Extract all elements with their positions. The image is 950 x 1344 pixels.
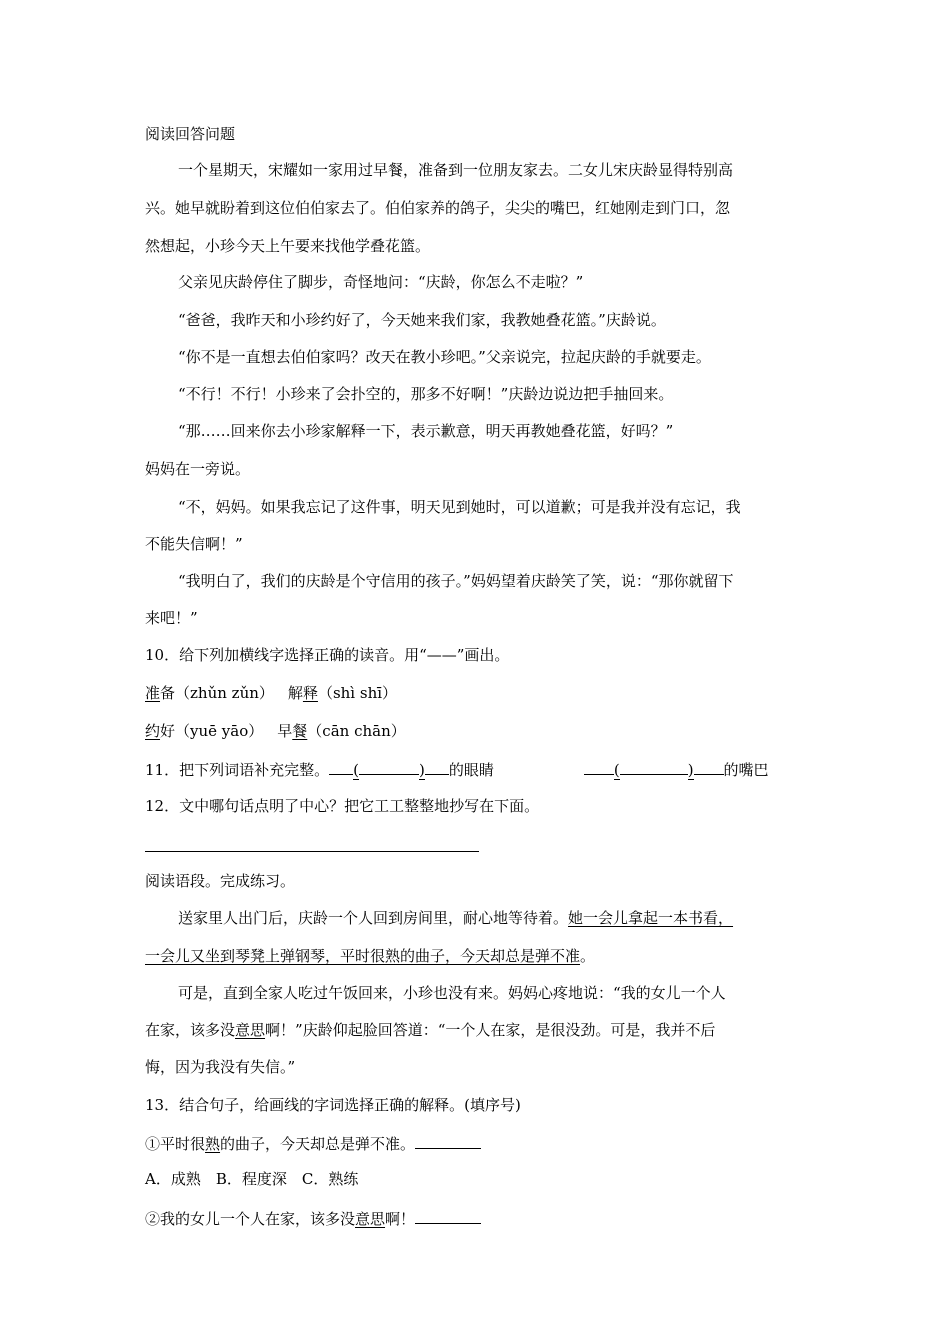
answer-blank[interactable] <box>620 758 688 775</box>
passage-line: 一会儿又坐到琴凳上弹钢琴，平时很熟的曲子，今天却总是弹不准。 <box>145 947 596 965</box>
passage-line: 一个星期天，宋耀如一家用过早餐，准备到一位朋友家去。二女儿宋庆龄显得特别高 <box>178 161 734 179</box>
passage-line: “那……回来你去小珍家解释一下，表示歉意，明天再教她叠花篮，好吗？” <box>178 422 674 440</box>
passage-line: “我明白了，我们的庆龄是个守信用的孩子。”妈妈望着庆龄笑了笑，说：“那你就留下 <box>178 572 734 590</box>
passage-line: 父亲见庆龄停住了脚步，奇怪地问：“庆龄，你怎么不走啦？” <box>178 273 584 291</box>
pinyin-choices: （cān chān） <box>307 722 406 740</box>
section2-heading: 阅读语段。完成练习。 <box>145 872 296 890</box>
underlined-char: 约 <box>145 722 161 740</box>
passage-line: 来吧！” <box>145 609 198 627</box>
question-13-item-2: ②我的女儿一个人在家，该多没意思啊！ <box>145 1207 481 1229</box>
passage-line: 不能失信啊！” <box>145 535 243 553</box>
underlined-sentence: 一会儿又坐到琴凳上弹钢琴，平时很熟的曲子，今天却总是弹不准 <box>145 947 581 965</box>
underlined-word: 意思 <box>235 1021 266 1039</box>
question-10-row-1: 准备（zhǔn zǔn） 解释（shì shī） <box>145 684 398 702</box>
passage-line: “不，妈妈。如果我忘记了这件事，明天见到她时，可以道歉；可是我并没有忘记，我 <box>178 498 741 516</box>
passage-line: 可是，直到全家人吃过午饭回来，小珍也没有来。妈妈心疼地说：“我的女儿一个人 <box>178 984 726 1002</box>
answer-blank[interactable] <box>359 758 419 775</box>
passage-line: 妈妈在一旁说。 <box>145 460 251 478</box>
passage-line: “不行！不行！小珍来了会扑空的，那多不好啊！”庆龄边说边把手抽回来。 <box>178 385 674 403</box>
underlined-char: 准 <box>145 684 161 702</box>
question-10-prompt: 10．给下列加横线字选择正确的读音。用“——”画出。 <box>145 646 510 664</box>
answer-blank[interactable] <box>415 1132 481 1149</box>
underlined-char: 餐 <box>292 722 308 740</box>
passage-line: 在家，该多没意思啊！”庆龄仰起脸回答道：“一个人在家，是很没劲。可是，我并不后 <box>145 1021 716 1039</box>
question-13-item-1: ①平时很熟的曲子，今天却总是弹不准。 <box>145 1132 481 1154</box>
passage-line: 悔，因为我没有失信。” <box>145 1058 296 1076</box>
underlined-char: 释 <box>302 684 318 702</box>
underlined-char: 熟 <box>205 1135 221 1153</box>
pinyin-choices: （yuē yāo） <box>175 722 264 740</box>
question-12-prompt: 12．文中哪句话点明了中心？把它工工整整地抄写在下面。 <box>145 797 540 815</box>
question-11: 11．把下列词语补充完整。 ( ) 的眼睛 ( ) 的嘴巴 <box>145 758 769 780</box>
section1-heading: 阅读回答问题 <box>145 125 236 143</box>
answer-line[interactable] <box>145 851 479 852</box>
question-10-row-2: 约好（yuē yāo） 早餐（cān chān） <box>145 722 406 740</box>
underlined-sentence: 她一会儿拿起一本书看， <box>568 909 734 927</box>
underlined-word: 意思 <box>355 1210 386 1228</box>
passage-line: “爸爸，我昨天和小珍约好了，今天她来我们家，我教她叠花篮。”庆龄说。 <box>178 311 666 329</box>
passage-line: 兴。她早就盼着到这位伯伯家去了。伯伯家养的鸽子，尖尖的嘴巴，红她刚走到门口，忽 <box>145 199 731 217</box>
passage-line: 送家里人出门后，庆龄一个人回到房间里，耐心地等待着。她一会儿拿起一本书看， <box>178 909 734 927</box>
question-13-prompt: 13．结合句子，给画线的字词选择正确的解释。(填序号) <box>145 1096 521 1114</box>
question-11-prompt: 11．把下列词语补充完整。 <box>145 761 330 779</box>
passage-line: “你不是一直想去伯伯家吗？改天在教小珍吧。”父亲说完，拉起庆龄的手就要走。 <box>178 348 711 366</box>
pinyin-choices: （shì shī） <box>317 684 398 702</box>
pinyin-choices: （zhǔn zǔn） <box>175 684 274 702</box>
question-13-options: A．成熟 B．程度深 C．熟练 <box>145 1170 359 1188</box>
passage-line: 然想起，小珍今天上午要来找他学叠花篮。 <box>145 237 431 255</box>
answer-blank[interactable] <box>415 1207 481 1224</box>
